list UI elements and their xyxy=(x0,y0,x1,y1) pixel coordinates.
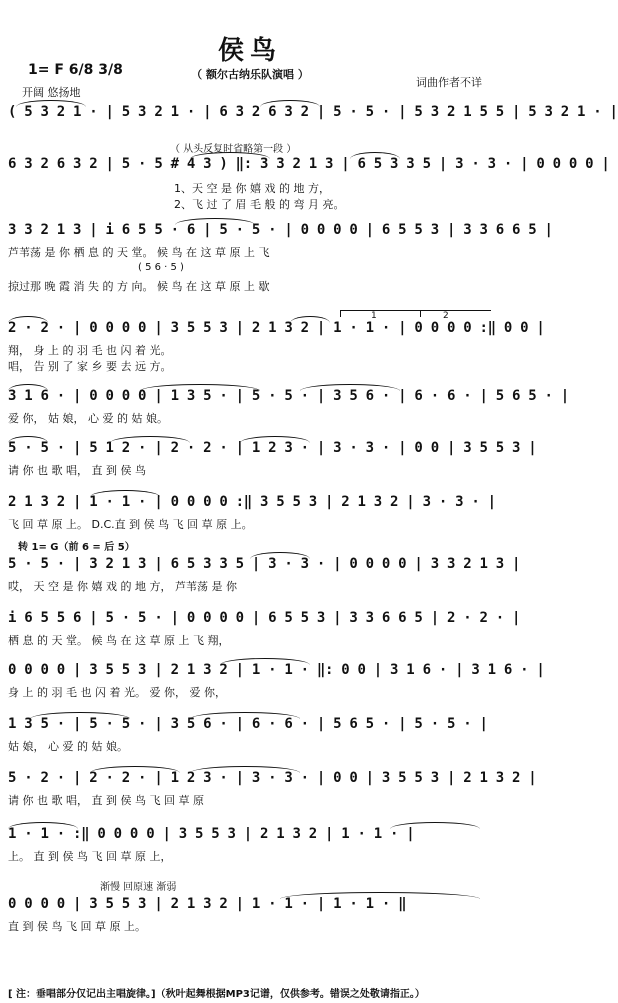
slur xyxy=(90,766,180,773)
slur xyxy=(8,436,48,443)
slur xyxy=(240,436,310,443)
system-13-notes: 1 · 1 · :‖ 0 0 0 0 | 3 5 5 3 | 2 1 3 2 | 1 · 1 · | xyxy=(8,826,415,842)
slur xyxy=(280,892,480,899)
system-10-notes: 0 0 0 0 | 3 5 5 3 | 2 1 3 2 | 1 · 1 · ‖: 0 0 | 3 1 6 · | 3 1 6 · | xyxy=(8,662,545,678)
slur xyxy=(290,316,330,323)
system-12-lyric-1: 请 你 也 歌 唱， 直 到 侯 鸟 飞 回 草 原 xyxy=(8,794,204,807)
slur xyxy=(8,316,48,323)
slur xyxy=(220,658,310,665)
system-3-lyric-2: 掠过那 晚 霞 消 失 的 方 向。 候 鸟 在 这 草 原 上 歇 xyxy=(8,280,270,293)
system-14-annotation: 渐慢 回原速 渐弱 xyxy=(100,882,177,893)
slur xyxy=(16,100,86,107)
slur xyxy=(390,822,480,829)
system-2-lyric-1: 1、天 空 是 你 嬉 戏 的 地 方， xyxy=(174,182,330,195)
slur xyxy=(260,100,320,107)
system-14-notes: 0 0 0 0 | 3 5 5 3 | 2 1 3 2 | 1 · 1 · | 1 · 1 · ‖ xyxy=(8,896,407,912)
credit-line: 词曲作者不详 xyxy=(416,76,482,89)
system-5-lyric-1: 爱 你， 姑 娘， 心 爱 的 姑 娘。 xyxy=(8,412,168,425)
slur xyxy=(90,490,160,497)
system-3-lyric-1: 芦苇荡 是 你 栖 息 的 天 堂。 候 鸟 在 这 草 原 上 飞 xyxy=(8,246,270,259)
key-signature: 1= F 6/8 3/8 xyxy=(28,62,123,78)
system-3-annotation: ( 5 6 · 5 ) xyxy=(138,262,184,273)
system-5-notes: 3 1 6 · | 0 0 0 0 | 1 3 5 · | 5 · 5 · | 3 5 6 · | 6 · 6 · | 5 6 5 · | xyxy=(8,388,569,404)
footer-note: [ 注：垂唱部分仅记出主唱旋律。]（秋叶起舞根据MP3记谱，仅供参考。错误之处敬请指正。） xyxy=(8,989,425,1000)
system-7-notes: 2 1 3 2 | 1 · 1 · | 0 0 0 0 :‖ 3 5 5 3 | 2 1 3 2 | 3 · 3 · | xyxy=(8,494,496,510)
slur xyxy=(250,552,310,559)
system-13-lyric-1: 上。 直 到 侯 鸟 飞 回 草 原 上， xyxy=(8,850,172,863)
slur xyxy=(30,712,130,719)
system-2-annotation: （ 从头反复时省略第一段 ） xyxy=(170,144,297,155)
system-14-lyric-1: 直 到 侯 鸟 飞 回 草 原 上。 xyxy=(8,920,146,933)
slur xyxy=(8,384,48,391)
page-title: 侯鸟 xyxy=(217,36,282,66)
slur xyxy=(190,712,300,719)
slur xyxy=(140,384,260,391)
slur xyxy=(8,822,78,829)
slur xyxy=(190,766,300,773)
system-10-lyric-1: 身 上 的 羽 毛 也 闪 着 光。 爱 你， 爱 你， xyxy=(8,686,226,699)
system-2-notes: 6 3 2 6 3 2 | 5 · 5 # 4 3 ) ‖: 3 3 2 1 3 | 6 5 3 3 5 | 3 · 3 · | 0 0 0 0 | xyxy=(8,156,610,172)
system-9-lyric-1: 栖 息 的 天 堂。 候 鸟 在 这 草 原 上 飞 翔， xyxy=(8,634,230,647)
system-1-notes: ( 5 3 2 1 · | 5 3 2 1 · | 6 3 2 6 3 2 | 5 · 5 · | 5 3 2 1 5 5 | 5 3 2 1 · | xyxy=(8,104,618,120)
slur xyxy=(300,384,400,391)
system-4-lyric-1: 翔， 身 上 的 羽 毛 也 闪 着 光。 xyxy=(8,344,172,357)
slur xyxy=(190,152,270,159)
system-8-lyric-1: 哎， 天 空 是 你 嬉 戏 的 地 方， 芦苇荡 是 你 xyxy=(8,580,237,593)
volta-2 xyxy=(420,310,491,321)
system-11-lyric-1: 姑 娘， 心 爱 的 姑 娘。 xyxy=(8,740,128,753)
system-6-lyric-1: 请 你 也 歌 唱， 直 到 侯 鸟 xyxy=(8,464,146,477)
system-4-lyric-2: 唱， 告 别 了 家 乡 要 去 远 方。 xyxy=(8,360,172,373)
modulation-marking: 转 1= G（前 6 = 后 5） xyxy=(18,542,135,553)
system-7-lyric-1: 飞 回 草 原 上。 D.C.直 到 侯 鸟 飞 回 草 原 上。 xyxy=(8,518,253,531)
volta-1 xyxy=(340,310,421,321)
system-11-notes: 1 3 5 · | 5 · 5 · | 3 5 6 · | 6 · 6 · | 5 6 5 · | 5 · 5 · | xyxy=(8,716,488,732)
volta-1-label: 1 xyxy=(371,311,377,321)
system-9-notes: i 6 5 5 6 | 5 · 5 · | 0 0 0 0 | 6 5 5 3 | 3 3 6 6 5 | 2 · 2 · | xyxy=(8,610,521,626)
performer-subtitle: （ 额尔古纳乐队演唱 ） xyxy=(191,68,309,81)
system-2-lyric-2: 2、飞 过 了 眉 毛 般 的 弯 月 亮。 xyxy=(174,198,345,211)
system-8-notes: 5 · 5 · | 3 2 1 3 | 6 5 3 3 5 | 3 · 3 · | 0 0 0 0 | 3 3 2 1 3 | xyxy=(8,556,521,572)
slur xyxy=(350,152,400,159)
slur xyxy=(110,436,190,443)
system-3-notes: 3 3 2 1 3 | i 6 5 5 · 6 | 5 · 5 · | 0 0 0 0 | 6 5 5 3 | 3 3 6 6 5 | xyxy=(8,222,553,238)
system-12-notes: 5 · 2 · | 2 · 2 · | 1 2 3 · | 3 · 3 · | 0 0 | 3 5 5 3 | 2 1 3 2 | xyxy=(8,770,537,786)
volta-2-label: 2 xyxy=(443,311,449,321)
slur xyxy=(175,218,255,225)
tempo-marking: 开阔 悠扬地 xyxy=(22,86,81,99)
system-6-notes: 5 · 5 · | 5 1 2 · | 2 · 2 · | 1 2 3 · | 3 · 3 · | 0 0 | 3 5 5 3 | xyxy=(8,440,537,456)
system-4-notes: 2 · 2 · | 0 0 0 0 | 3 5 5 3 | 2 1 3 2 | 1 · 1 · | 0 0 0 0 :‖ 0 0 | xyxy=(8,320,545,336)
